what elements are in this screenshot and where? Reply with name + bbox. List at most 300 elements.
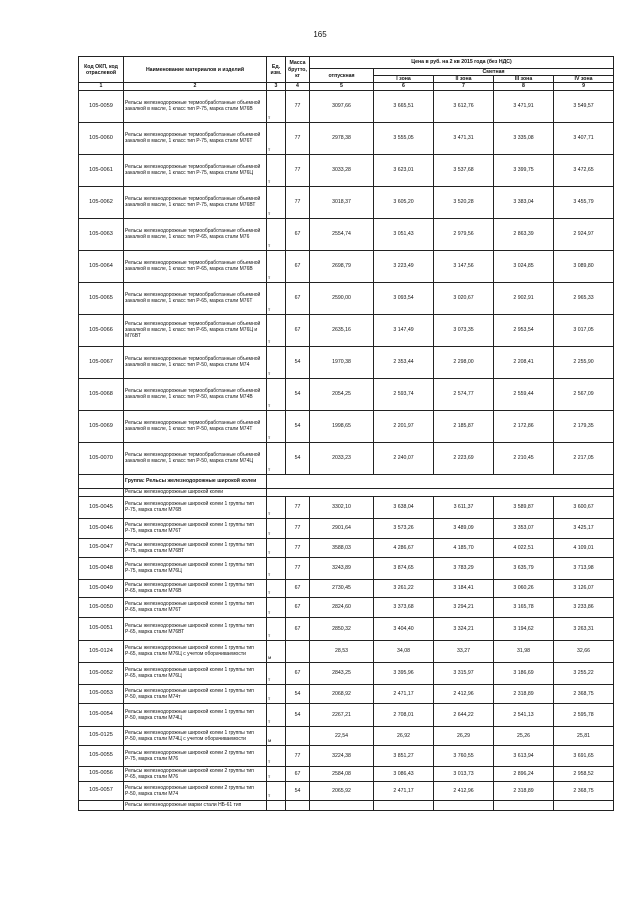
row-price-otpusk: 2635,16	[310, 314, 374, 346]
row-name: Рельсы железнодорожные термообработанные объемной закалкой в масле, 1 класс тип Р-65, марка стали М76	[124, 218, 267, 250]
row-price-zone3: 3 165,78	[494, 597, 554, 617]
row-unit: т	[267, 186, 286, 218]
page-number: 165	[313, 30, 327, 39]
table-row	[79, 726, 614, 745]
row-name: Рельсы железнодорожные термообработанные объемной закалкой в масле, 1 класс тип Р-65, марка стали М76Ц и М76ВТ	[124, 314, 267, 346]
row-price-zone2: 2 185,87	[434, 410, 494, 442]
row-price-otpusk: 2590,00	[310, 282, 374, 314]
row-price-otpusk: 2901,64	[310, 518, 374, 538]
row-price-zone4: 3 549,57	[554, 90, 614, 122]
row-code: 105-0055	[79, 745, 124, 766]
row-price-zone2: 2 298,00	[434, 346, 494, 378]
row-code: 105-0050	[79, 597, 124, 617]
subgroup-empty-cell	[267, 488, 614, 496]
row-price-otpusk: 2554,74	[310, 218, 374, 250]
row-price-otpusk: 3033,28	[310, 154, 374, 186]
row-price-zone2: 3 184,41	[434, 579, 494, 597]
row-name: Рельсы железнодорожные широкой колеи 1 группы тип Р-65, марка стали М76ВТ	[124, 617, 267, 640]
subgroup-code-cell	[79, 488, 124, 496]
row-price-otpusk: 2843,25	[310, 662, 374, 684]
row-price-zone2: 3 611,37	[434, 496, 494, 518]
row-name: Рельсы железнодорожные широкой колеи 1 группы тип Р-50, марка стали М74Ц с учетом оборачиваемости	[124, 726, 267, 745]
table-row	[79, 597, 614, 617]
row-price-zone3: 2 541,13	[494, 703, 554, 726]
row-mass: 54	[286, 410, 310, 442]
row-price-zone3: 3 589,87	[494, 496, 554, 518]
row-price-zone1: 3 404,40	[374, 617, 434, 640]
row-price-otpusk: 2068,92	[310, 684, 374, 703]
row-price-zone3: 3 383,04	[494, 186, 554, 218]
row-price-zone3: 2 172,86	[494, 410, 554, 442]
row-price-otpusk: 3018,37	[310, 186, 374, 218]
row-name: Рельсы железнодорожные широкой колеи 1 группы тип Р-75, марка стали М76Ц	[124, 557, 267, 579]
row-mass: 77	[286, 186, 310, 218]
row-unit: т	[267, 662, 286, 684]
col-number: 1	[79, 83, 124, 90]
row-name: Рельсы железнодорожные широкой колеи 1 группы тип Р-75, марка стали М76ВТ	[124, 538, 267, 557]
row-code: 105-0065	[79, 282, 124, 314]
row-price-zone2: 3 315,97	[434, 662, 494, 684]
row-unit: т	[267, 684, 286, 703]
row-mass: 77	[286, 122, 310, 154]
row-mass: 77	[286, 90, 310, 122]
group-empty-cell	[267, 474, 614, 488]
col-number: 2	[124, 83, 267, 90]
col-number: 9	[554, 83, 614, 90]
row-code: 105-0062	[79, 186, 124, 218]
row-price-zone3: 2 863,39	[494, 218, 554, 250]
row-price-zone1: 3 223,49	[374, 250, 434, 282]
row-code: 105-0046	[79, 518, 124, 538]
table-row	[79, 154, 614, 186]
row-price-otpusk: 2065,92	[310, 781, 374, 800]
row-mass: 77	[286, 496, 310, 518]
row-price-otpusk: 2267,21	[310, 703, 374, 726]
col-number: 6	[374, 83, 434, 90]
row-price-otpusk: 28,53	[310, 640, 374, 662]
header-zone3: III зона	[494, 76, 554, 83]
row-price-zone1: 34,08	[374, 640, 434, 662]
row-price-zone3: 3 613,94	[494, 745, 554, 766]
row-price-zone3: 3 353,07	[494, 518, 554, 538]
row-price-zone4: 3 472,65	[554, 154, 614, 186]
row-unit: т	[267, 122, 286, 154]
row-unit: т	[267, 745, 286, 766]
row-price-zone2: 3 013,73	[434, 766, 494, 781]
last-row-zone3	[494, 800, 554, 810]
row-unit: т	[267, 703, 286, 726]
row-price-zone1: 2 708,01	[374, 703, 434, 726]
row-price-zone2: 2 412,96	[434, 684, 494, 703]
col-number: 3	[267, 83, 286, 90]
row-code: 105-0056	[79, 766, 124, 781]
header-zone4: IV зона	[554, 76, 614, 83]
table-row	[79, 518, 614, 538]
row-price-zone4: 3 233,86	[554, 597, 614, 617]
row-unit: т	[267, 218, 286, 250]
table-row	[79, 218, 614, 250]
group-title: Группа: Рельсы железнодорожные широкой колеи	[124, 474, 267, 488]
row-price-zone4: 3 089,80	[554, 250, 614, 282]
row-unit: т	[267, 90, 286, 122]
row-price-zone3: 3 635,79	[494, 557, 554, 579]
row-price-zone4: 3 425,17	[554, 518, 614, 538]
row-price-zone2: 2 223,69	[434, 442, 494, 474]
row-code: 105-0064	[79, 250, 124, 282]
row-code: 105-0061	[79, 154, 124, 186]
row-price-zone2: 3 783,29	[434, 557, 494, 579]
row-price-zone1: 3 638,04	[374, 496, 434, 518]
row-name: Рельсы железнодорожные широкой колеи 1 группы тип Р-75, марка стали М76Т	[124, 518, 267, 538]
row-price-zone1: 3 051,43	[374, 218, 434, 250]
row-code: 105-0070	[79, 442, 124, 474]
row-price-zone3: 2 896,24	[494, 766, 554, 781]
row-code: 105-0125	[79, 726, 124, 745]
row-price-zone1: 2 353,44	[374, 346, 434, 378]
row-price-zone1: 3 573,26	[374, 518, 434, 538]
row-price-zone2: 2 644,22	[434, 703, 494, 726]
row-name: Рельсы железнодорожные термообработанные объемной закалкой в масле, 1 класс тип Р-75, марка стали М76ВТ	[124, 186, 267, 218]
row-mass: 67	[286, 617, 310, 640]
table-row	[79, 378, 614, 410]
row-name: Рельсы железнодорожные термообработанные объемной закалкой в масле, 1 класс тип Р-75, марка стали М76Т	[124, 122, 267, 154]
row-name: Рельсы железнодорожные термообработанные объемной закалкой в масле, 1 класс тип Р-50, марка стали М74Ц	[124, 442, 267, 474]
row-name: Рельсы железнодорожные термообработанные объемной закалкой в масле, 1 класс тип Р-50, марка стали М74Т	[124, 410, 267, 442]
row-unit: т	[267, 496, 286, 518]
row-price-otpusk: 22,54	[310, 726, 374, 745]
table-row	[79, 346, 614, 378]
row-unit: т	[267, 378, 286, 410]
row-price-zone3: 31,98	[494, 640, 554, 662]
row-code: 105-0060	[79, 122, 124, 154]
row-unit: т	[267, 442, 286, 474]
row-price-zone4: 3 713,98	[554, 557, 614, 579]
row-price-zone2: 3 612,76	[434, 90, 494, 122]
row-mass: 54	[286, 781, 310, 800]
row-price-zone4: 3 255,22	[554, 662, 614, 684]
row-code: 105-0059	[79, 90, 124, 122]
row-price-otpusk: 2850,32	[310, 617, 374, 640]
row-price-zone3: 2 210,45	[494, 442, 554, 474]
row-price-zone4: 4 109,01	[554, 538, 614, 557]
row-price-zone1: 3 623,01	[374, 154, 434, 186]
row-price-zone3: 2 208,41	[494, 346, 554, 378]
row-price-otpusk: 2584,08	[310, 766, 374, 781]
last-row-code	[79, 800, 124, 810]
table-row	[79, 745, 614, 766]
row-unit: т	[267, 282, 286, 314]
row-price-zone4: 3 691,65	[554, 745, 614, 766]
row-name: Рельсы железнодорожные широкой колеи 1 группы тип Р-65, марка стали М76Ц	[124, 662, 267, 684]
header-mass: Масса брутто, кг	[286, 57, 310, 83]
row-price-otpusk: 2730,45	[310, 579, 374, 597]
table-row	[79, 122, 614, 154]
row-unit: м	[267, 640, 286, 662]
row-price-zone1: 2 201,97	[374, 410, 434, 442]
row-price-otpusk: 1998,65	[310, 410, 374, 442]
row-mass: 54	[286, 684, 310, 703]
row-price-zone4: 2 958,52	[554, 766, 614, 781]
row-name: Рельсы железнодорожные широкой колеи 1 группы тип Р-50, марка стали М74т	[124, 684, 267, 703]
row-mass: 67	[286, 314, 310, 346]
table-body-heat-treated	[79, 90, 614, 474]
row-price-zone2: 3 073,35	[434, 314, 494, 346]
row-price-zone3: 3 186,69	[494, 662, 554, 684]
row-mass	[286, 640, 310, 662]
table-row	[79, 538, 614, 557]
row-name: Рельсы железнодорожные широкой колеи 1 группы тип Р-65, марка стали М76Ц с учетом оборачиваемости	[124, 640, 267, 662]
row-mass: 77	[286, 557, 310, 579]
last-row-zone1	[374, 800, 434, 810]
row-mass: 77	[286, 745, 310, 766]
row-code: 105-0063	[79, 218, 124, 250]
row-price-zone3: 2 953,54	[494, 314, 554, 346]
row-mass: 77	[286, 538, 310, 557]
row-price-zone2: 26,29	[434, 726, 494, 745]
row-unit: т	[267, 518, 286, 538]
row-code: 105-0057	[79, 781, 124, 800]
row-name: Рельсы железнодорожные термообработанные объемной закалкой в масле, 1 класс тип Р-65, марка стали М76Т	[124, 282, 267, 314]
row-price-zone3: 2 318,89	[494, 781, 554, 800]
row-mass: 67	[286, 218, 310, 250]
group-code-cell	[79, 474, 124, 488]
row-price-zone2: 3 324,21	[434, 617, 494, 640]
col-number: 7	[434, 83, 494, 90]
row-price-zone1: 26,92	[374, 726, 434, 745]
table-row	[79, 250, 614, 282]
row-price-zone4: 2 368,75	[554, 781, 614, 800]
row-price-zone4: 3 017,05	[554, 314, 614, 346]
row-price-zone4: 2 595,78	[554, 703, 614, 726]
last-row-section	[79, 800, 614, 810]
header-unit: Ед. изм.	[267, 57, 286, 83]
row-unit: т	[267, 766, 286, 781]
row-unit: т	[267, 597, 286, 617]
row-price-zone4: 2 924,97	[554, 218, 614, 250]
row-price-zone1: 2 240,07	[374, 442, 434, 474]
row-price-zone4: 2 255,90	[554, 346, 614, 378]
row-price-zone4: 3 263,31	[554, 617, 614, 640]
row-code: 105-0049	[79, 579, 124, 597]
row-price-zone4: 2 567,09	[554, 378, 614, 410]
last-row-zone4	[554, 800, 614, 810]
row-unit: т	[267, 346, 286, 378]
row-price-zone3: 3 194,62	[494, 617, 554, 640]
row-code: 105-0052	[79, 662, 124, 684]
row-price-zone1: 2 471,17	[374, 684, 434, 703]
row-name: Рельсы железнодорожные широкой колеи 1 группы тип Р-65, марка стали М76В	[124, 579, 267, 597]
row-price-zone1: 2 593,74	[374, 378, 434, 410]
row-price-zone3: 2 318,89	[494, 684, 554, 703]
row-price-zone1: 3 555,05	[374, 122, 434, 154]
row-price-zone2: 4 185,70	[434, 538, 494, 557]
row-mass: 67	[286, 250, 310, 282]
group-section	[79, 474, 614, 496]
col-number: 8	[494, 83, 554, 90]
row-price-zone4: 2 217,05	[554, 442, 614, 474]
col-number: 5	[310, 83, 374, 90]
last-row-price	[310, 800, 374, 810]
row-price-zone4: 3 600,67	[554, 496, 614, 518]
row-price-otpusk: 2698,79	[310, 250, 374, 282]
row-price-zone1: 3 373,68	[374, 597, 434, 617]
row-unit: т	[267, 579, 286, 597]
row-price-zone1: 3 261,22	[374, 579, 434, 597]
row-name: Рельсы железнодорожные широкой колеи 1 группы тип Р-65, марка стали М76Т	[124, 597, 267, 617]
row-price-otpusk: 1970,38	[310, 346, 374, 378]
row-unit: м	[267, 726, 286, 745]
row-price-otpusk: 2978,38	[310, 122, 374, 154]
row-code: 105-0066	[79, 314, 124, 346]
row-price-zone4: 2 965,33	[554, 282, 614, 314]
header-otpusk: отпускная	[310, 69, 374, 83]
row-price-zone4: 3 407,71	[554, 122, 614, 154]
last-row-unit	[267, 800, 286, 810]
last-row-name: Рельсы железнодорожные марки стали НБ-61 тип	[124, 800, 267, 810]
row-price-zone1: 3 147,49	[374, 314, 434, 346]
row-name: Рельсы железнодорожные широкой колеи 2 группы тип Р-50, марка стали М74	[124, 781, 267, 800]
header-smetnaya: Сметная	[374, 69, 614, 76]
row-price-otpusk: 3302,10	[310, 496, 374, 518]
row-price-otpusk: 3243,89	[310, 557, 374, 579]
row-price-zone3: 3 471,91	[494, 90, 554, 122]
row-name: Рельсы железнодорожные широкой колеи 1 группы тип Р-75, марка стали М76В	[124, 496, 267, 518]
row-price-zone2: 3 489,09	[434, 518, 494, 538]
row-unit: т	[267, 154, 286, 186]
last-row-zone2	[434, 800, 494, 810]
header-code: Код ОКП, код отраслевой	[79, 57, 124, 83]
row-name: Рельсы железнодорожные широкой колеи 2 группы тип Р-75, марка стали М76	[124, 745, 267, 766]
row-mass	[286, 726, 310, 745]
table-row	[79, 410, 614, 442]
row-price-zone4: 25,81	[554, 726, 614, 745]
row-price-zone3: 3 399,75	[494, 154, 554, 186]
row-code: 105-0067	[79, 346, 124, 378]
table-row	[79, 579, 614, 597]
row-mass: 67	[286, 766, 310, 781]
table-row	[79, 662, 614, 684]
row-unit: т	[267, 538, 286, 557]
row-name: Рельсы железнодорожные широкой колеи 1 группы тип Р-50, марка стали М74Ц	[124, 703, 267, 726]
header-price-title: Цена в руб. на 2 кв 2015 года (без НДС)	[310, 57, 614, 69]
row-code: 105-0053	[79, 684, 124, 703]
row-price-zone3: 4 022,51	[494, 538, 554, 557]
row-unit: т	[267, 557, 286, 579]
row-price-zone2: 3 537,68	[434, 154, 494, 186]
row-price-otpusk: 2824,60	[310, 597, 374, 617]
row-price-zone1: 3 605,20	[374, 186, 434, 218]
row-price-zone4: 3 455,79	[554, 186, 614, 218]
row-mass: 54	[286, 378, 310, 410]
row-price-otpusk: 2033,23	[310, 442, 374, 474]
row-name: Рельсы железнодорожные термообработанные объемной закалкой в масле, 1 класс тип Р-75, марка стали М76В	[124, 90, 267, 122]
row-unit: т	[267, 617, 286, 640]
row-mass: 77	[286, 518, 310, 538]
row-name: Рельсы железнодорожные широкой колеи 2 группы тип Р-65, марка стали М76	[124, 766, 267, 781]
row-price-zone1: 4 286,67	[374, 538, 434, 557]
row-price-zone3: 25,26	[494, 726, 554, 745]
table-row	[79, 640, 614, 662]
row-price-zone3: 3 335,08	[494, 122, 554, 154]
row-name: Рельсы железнодорожные термообработанные объемной закалкой в масле, 1 класс тип Р-50, марка стали М74	[124, 346, 267, 378]
last-row-mass	[286, 800, 310, 810]
row-price-zone4: 2 368,75	[554, 684, 614, 703]
table-row	[79, 684, 614, 703]
row-price-zone4: 2 179,35	[554, 410, 614, 442]
row-code: 105-0048	[79, 557, 124, 579]
row-name: Рельсы железнодорожные термообработанные объемной закалкой в масле, 1 класс тип Р-50, марка стали М74В	[124, 378, 267, 410]
table-row	[79, 557, 614, 579]
table-row	[79, 442, 614, 474]
row-code: 105-0047	[79, 538, 124, 557]
table-row	[79, 282, 614, 314]
row-price-zone1: 3 874,65	[374, 557, 434, 579]
row-name: Рельсы железнодорожные термообработанные объемной закалкой в масле, 1 класс тип Р-75, марка стали М76Ц	[124, 154, 267, 186]
row-price-zone2: 3 294,21	[434, 597, 494, 617]
row-unit: т	[267, 781, 286, 800]
row-mass: 54	[286, 703, 310, 726]
row-price-zone2: 2 574,77	[434, 378, 494, 410]
table-row	[79, 766, 614, 781]
row-price-zone1: 3 665,51	[374, 90, 434, 122]
row-price-zone2: 2 412,96	[434, 781, 494, 800]
row-name: Рельсы железнодорожные термообработанные объемной закалкой в масле, 1 класс тип Р-65, марка стали М76В	[124, 250, 267, 282]
row-price-zone2: 33,27	[434, 640, 494, 662]
row-price-zone2: 3 760,55	[434, 745, 494, 766]
table-row	[79, 90, 614, 122]
table-row	[79, 781, 614, 800]
header-zone1: I зона	[374, 76, 434, 83]
row-code: 105-0045	[79, 496, 124, 518]
row-price-zone1: 3 086,43	[374, 766, 434, 781]
row-price-zone1: 3 395,96	[374, 662, 434, 684]
table-row	[79, 617, 614, 640]
row-price-zone3: 3 024,85	[494, 250, 554, 282]
header-name: Наименование материалов и изделий	[124, 57, 267, 83]
row-price-zone2: 3 471,31	[434, 122, 494, 154]
row-mass: 67	[286, 579, 310, 597]
row-mass: 67	[286, 662, 310, 684]
row-price-zone1: 3 851,27	[374, 745, 434, 766]
price-table	[78, 56, 614, 811]
row-mass: 54	[286, 442, 310, 474]
row-price-zone3: 2 902,91	[494, 282, 554, 314]
row-code: 105-0051	[79, 617, 124, 640]
row-unit: т	[267, 410, 286, 442]
group-subtitle: Рельсы железнодорожные широкой колеи	[124, 488, 267, 496]
row-price-otpusk: 3588,03	[310, 538, 374, 557]
row-code: 105-0054	[79, 703, 124, 726]
row-price-zone2: 3 147,56	[434, 250, 494, 282]
row-price-zone2: 3 020,67	[434, 282, 494, 314]
table-body-wide-gauge	[79, 496, 614, 800]
row-price-zone2: 3 520,28	[434, 186, 494, 218]
row-price-zone3: 2 559,44	[494, 378, 554, 410]
row-mass: 67	[286, 282, 310, 314]
row-price-zone3: 3 060,26	[494, 579, 554, 597]
row-price-zone4: 32,66	[554, 640, 614, 662]
row-code: 105-0068	[79, 378, 124, 410]
row-price-otpusk: 2054,25	[310, 378, 374, 410]
row-code: 105-0069	[79, 410, 124, 442]
table-row	[79, 703, 614, 726]
row-price-otpusk: 3097,66	[310, 90, 374, 122]
row-mass: 77	[286, 154, 310, 186]
row-price-zone1: 2 471,17	[374, 781, 434, 800]
header-zone2: II зона	[434, 76, 494, 83]
table-row	[79, 186, 614, 218]
row-price-zone2: 2 979,56	[434, 218, 494, 250]
